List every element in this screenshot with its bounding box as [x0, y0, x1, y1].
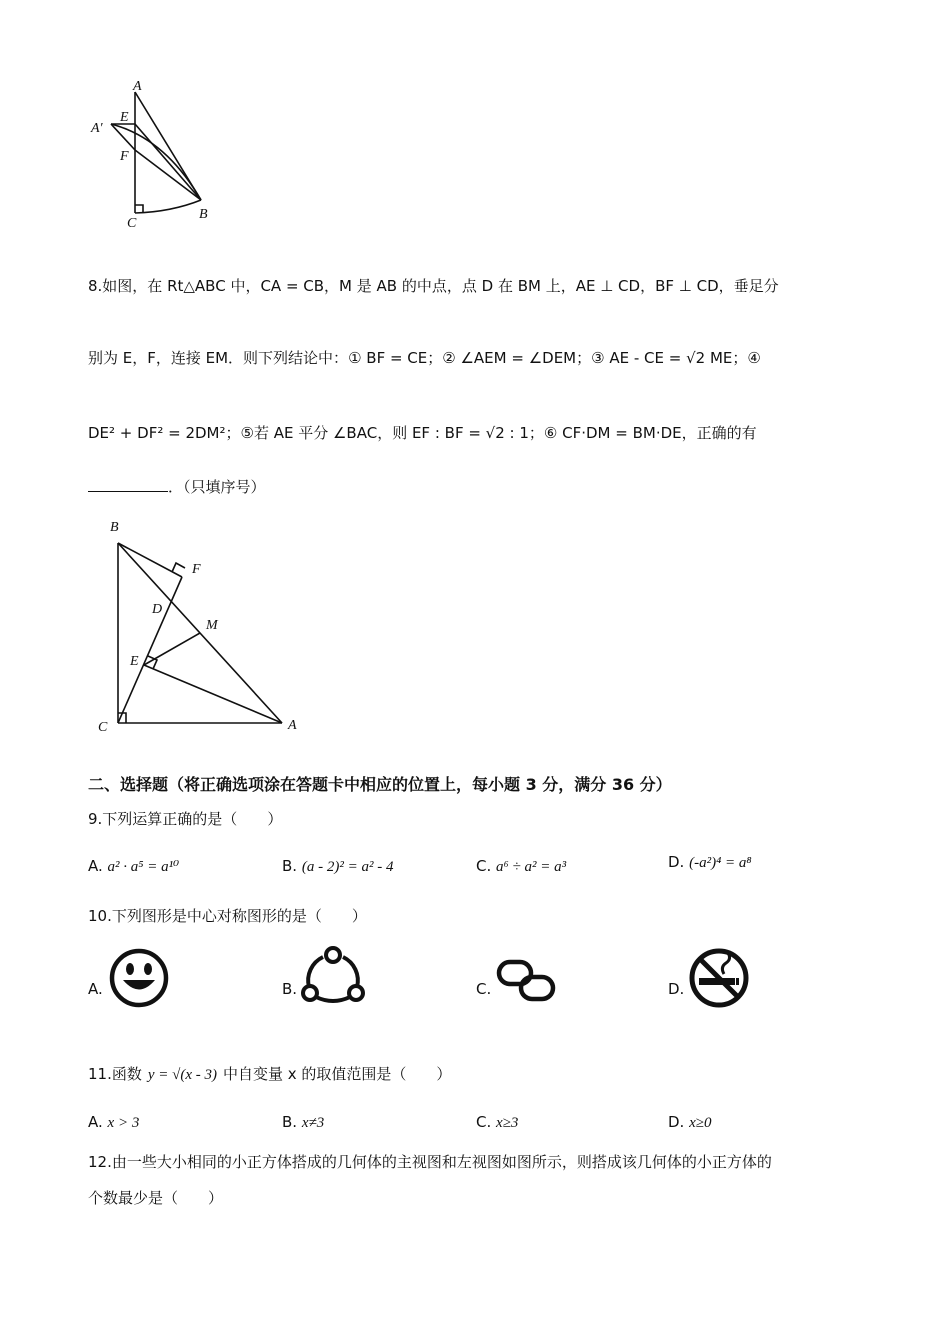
label-a: A [133, 79, 142, 94]
question-11-stem [88, 1063, 451, 1084]
option-label: A. [88, 980, 103, 998]
right-angle-mark-f [172, 563, 185, 572]
question-9-option-a[interactable] [88, 857, 179, 876]
option-expr: a⁶ ÷ a² = a³ [496, 859, 567, 875]
geometry-figure-1 [85, 78, 225, 230]
question-11-option-d[interactable] [668, 1113, 712, 1132]
no-smoking-icon [688, 947, 750, 1009]
three-circle-share-icon [300, 945, 366, 1007]
question-8-tail: ．（只填序号） [168, 478, 266, 496]
option-label: D. [668, 853, 685, 871]
section-2-title: 二、选择题（将正确选项涂在答题卡中相应的位置上，每小题 3 分，满分 36 分） [88, 775, 672, 794]
question-10-option-b[interactable] [282, 945, 382, 1011]
label-c: C [127, 216, 137, 230]
stem-prefix: 11.函数 [88, 1065, 142, 1083]
label-e: E [120, 110, 129, 125]
label-a-prime: A′ [91, 121, 103, 136]
label-a: A [288, 718, 297, 733]
right-angle-mark-c [135, 205, 143, 213]
option-label: A. [88, 1113, 103, 1131]
arc-cb [135, 200, 201, 213]
segment-cf [118, 577, 182, 723]
label-d: D [152, 602, 163, 617]
segment-em [144, 633, 200, 665]
question-10-stem: 10.下列图形是中心对称图形的是（ ） [88, 907, 367, 925]
question-11-option-b[interactable] [282, 1113, 324, 1132]
question-8-line-3: DE² + DF² = 2DM²；⑤若 AE 平分 ∠BAC，则 EF : BF = √2 : 1；⑥ CF·DM = BM·DE，正确的有 [88, 424, 757, 442]
option-label: D. [668, 1113, 685, 1131]
question-9-stem: 9.下列运算正确的是（ ） [88, 810, 283, 828]
segment-eb [135, 124, 201, 200]
label-b: B [110, 520, 119, 535]
smiley-face-icon [108, 947, 170, 1009]
question-8-line-1: 8.如图，在 Rt△ABC 中，CA = CB，M 是 AB 的中点，点 D 在 BM 上，AE ⊥ CD，BF ⊥ CD，垂足分 [88, 277, 779, 295]
answer-blank[interactable] [88, 479, 168, 492]
chain-link-icon [496, 957, 558, 1005]
option-label: B. [282, 857, 298, 875]
option-label: A. [88, 857, 103, 875]
option-label: B. [282, 1113, 298, 1131]
question-9-option-d[interactable] [668, 853, 752, 872]
option-expr: a² · a⁵ = a¹⁰ [107, 859, 180, 875]
question-12-line-1: 12.由一些大小相同的小正方体搭成的几何体的主视图和左视图如图所示，则搭成该几何体的小正方体的 [88, 1153, 772, 1171]
label-m: M [206, 618, 218, 633]
segment-ea [144, 665, 282, 723]
question-9-option-b[interactable] [282, 857, 393, 876]
question-12-line-2: 个数最少是（ ） [88, 1189, 224, 1207]
option-label: B. [282, 980, 298, 998]
question-10-option-c[interactable] [476, 945, 576, 1011]
stem-expression: y = √(x - 3) [147, 1067, 218, 1083]
option-expr: x > 3 [107, 1115, 140, 1131]
stem-suffix: 中自变量 x 的取值范围是（ ） [223, 1065, 452, 1083]
question-10-option-d[interactable] [668, 945, 768, 1011]
question-9-option-c[interactable] [476, 857, 566, 876]
label-f: F [120, 149, 129, 164]
option-expr: x≥3 [496, 1115, 519, 1131]
geometry-figure-2 [92, 515, 307, 737]
option-expr: (a - 2)² = a² - 4 [301, 859, 394, 875]
label-e: E [130, 654, 139, 669]
question-10-option-a[interactable] [88, 945, 188, 1011]
option-expr: x≥0 [689, 1115, 712, 1131]
question-8-line-2: 别为 E，F，连接 EM．则下列结论中：① BF = CE；② ∠AEM = ∠DEM；③ AE - CE = √2 ME；④ [88, 349, 761, 367]
option-label: D. [668, 980, 685, 998]
option-label: C. [476, 980, 492, 998]
option-label: C. [476, 857, 492, 875]
label-b: B [199, 207, 208, 222]
question-11-option-c[interactable] [476, 1113, 518, 1132]
label-c: C [98, 720, 108, 735]
label-f: F [192, 562, 201, 577]
option-label: C. [476, 1113, 492, 1131]
option-expr: (-a²)⁴ = a⁸ [689, 855, 752, 871]
question-11-option-a[interactable] [88, 1113, 139, 1132]
question-8-line-4 [88, 476, 266, 497]
option-expr: x≠3 [301, 1115, 325, 1131]
